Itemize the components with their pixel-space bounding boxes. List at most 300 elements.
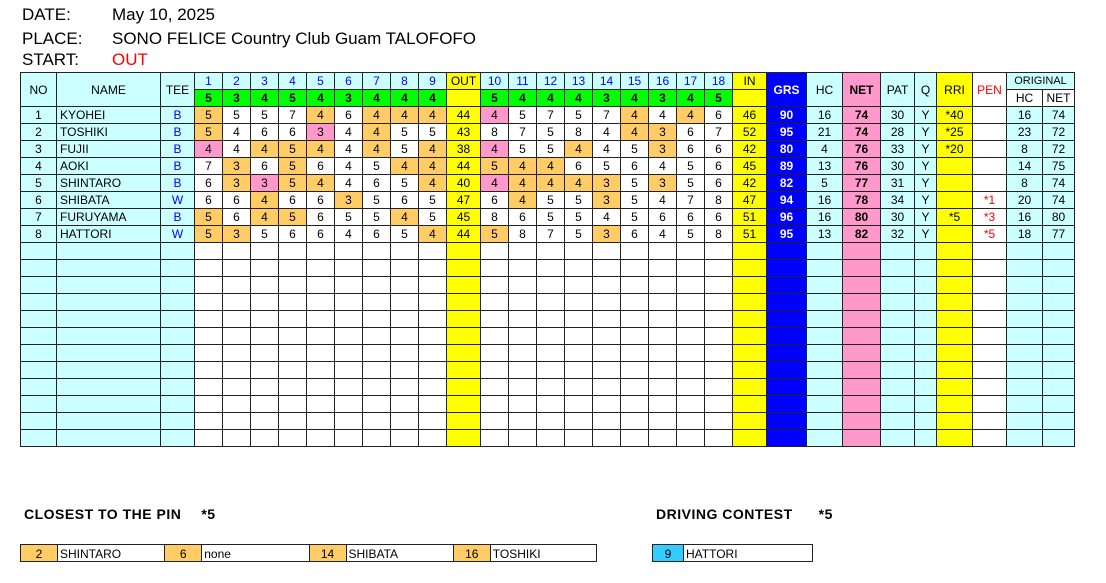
- player-hole-score: 5: [537, 124, 565, 141]
- player-hole-score: 5: [251, 107, 279, 124]
- empty-cell: [21, 311, 57, 328]
- player-hole-score: 4: [509, 192, 537, 209]
- empty-cell: [733, 243, 767, 260]
- player-hc: 4: [807, 141, 843, 158]
- date-value: May 10, 2025: [112, 5, 216, 24]
- player-rri: *5: [937, 209, 973, 226]
- player-tee: B: [161, 158, 195, 175]
- player-half-total: 51: [733, 226, 767, 243]
- empty-cell: [881, 413, 915, 430]
- empty-cell: [705, 362, 733, 379]
- player-hole-score: 4: [307, 107, 335, 124]
- empty-cell: [843, 311, 881, 328]
- player-hole-score: 5: [419, 209, 447, 226]
- player-hole-score: 4: [223, 141, 251, 158]
- ctp-entry: [164, 545, 308, 561]
- empty-cell: [705, 396, 733, 413]
- col-header-hole: 17: [677, 73, 705, 90]
- empty-cell: [807, 413, 843, 430]
- empty-cell: [705, 277, 733, 294]
- ctp-entry: [453, 545, 596, 561]
- empty-cell: [161, 277, 195, 294]
- player-pen: [973, 107, 1007, 124]
- col-header-total: IN: [733, 73, 767, 90]
- empty-cell: [21, 260, 57, 277]
- empty-cell: [807, 362, 843, 379]
- player-orig-net: 77: [1043, 226, 1075, 243]
- empty-cell: [843, 294, 881, 311]
- empty-cell: [1043, 362, 1075, 379]
- empty-cell: [1043, 345, 1075, 362]
- player-hc: 16: [807, 192, 843, 209]
- player-hole-score: 8: [705, 192, 733, 209]
- player-hole-score: 3: [593, 226, 621, 243]
- player-hole-score: 6: [307, 209, 335, 226]
- empty-cell: [973, 243, 1007, 260]
- place-line: [22, 29, 476, 49]
- empty-cell: [677, 396, 705, 413]
- par-cell: 4: [307, 90, 335, 107]
- empty-cell: [419, 362, 447, 379]
- player-net: 76: [843, 141, 881, 158]
- empty-cell: [843, 362, 881, 379]
- empty-cell: [509, 243, 537, 260]
- empty-cell: [705, 430, 733, 447]
- player-hc: 5: [807, 175, 843, 192]
- player-hole-score: 6: [195, 175, 223, 192]
- player-pat: 30: [881, 209, 915, 226]
- driving-contest-count: *5: [818, 506, 833, 522]
- player-hole-score: 4: [509, 158, 537, 175]
- closest-to-pin-list: [20, 544, 597, 562]
- empty-cell: [391, 243, 419, 260]
- empty-cell: [223, 328, 251, 345]
- driving-contest-heading: [656, 506, 833, 522]
- player-hole-score: 4: [621, 107, 649, 124]
- empty-cell: [195, 430, 223, 447]
- empty-cell: [57, 396, 161, 413]
- empty-cell: [1007, 413, 1043, 430]
- empty-cell: [621, 277, 649, 294]
- empty-row: [21, 260, 1075, 277]
- empty-cell: [307, 413, 335, 430]
- empty-cell: [973, 430, 1007, 447]
- empty-cell: [419, 379, 447, 396]
- player-hole-score: 3: [649, 141, 677, 158]
- player-rri: [937, 158, 973, 175]
- empty-cell: [363, 396, 391, 413]
- player-hole-score: 5: [677, 175, 705, 192]
- player-hole-score: 6: [565, 158, 593, 175]
- player-name: TOSHIKI: [57, 124, 161, 141]
- player-hole-score: 5: [279, 175, 307, 192]
- col-header-pen: PEN: [973, 73, 1007, 107]
- player-hole-score: 6: [363, 226, 391, 243]
- player-row: [21, 107, 1075, 124]
- empty-cell: [767, 260, 807, 277]
- empty-cell: [447, 260, 481, 277]
- player-orig-hc: 16: [1007, 107, 1043, 124]
- empty-cell: [509, 362, 537, 379]
- empty-cell: [733, 379, 767, 396]
- player-hole-score: 5: [391, 175, 419, 192]
- player-hole-score: 7: [593, 107, 621, 124]
- player-pat: 28: [881, 124, 915, 141]
- empty-cell: [937, 396, 973, 413]
- empty-cell: [1007, 277, 1043, 294]
- player-hole-score: 5: [391, 226, 419, 243]
- empty-cell: [251, 413, 279, 430]
- empty-cell: [195, 260, 223, 277]
- player-hole-score: 5: [565, 192, 593, 209]
- empty-cell: [307, 328, 335, 345]
- empty-cell: [937, 243, 973, 260]
- player-hole-score: 4: [565, 175, 593, 192]
- player-hole-score: 6: [705, 141, 733, 158]
- empty-cell: [335, 430, 363, 447]
- empty-cell: [937, 362, 973, 379]
- player-hole-score: 5: [391, 124, 419, 141]
- player-hc: 13: [807, 158, 843, 175]
- empty-cell: [593, 379, 621, 396]
- player-hole-score: 6: [223, 209, 251, 226]
- player-hole-score: 6: [705, 158, 733, 175]
- empty-cell: [161, 294, 195, 311]
- empty-cell: [677, 260, 705, 277]
- col-header-rri: RRI: [937, 73, 973, 107]
- player-grs: 82: [767, 175, 807, 192]
- player-orig-net: 74: [1043, 107, 1075, 124]
- par-cell: 4: [509, 90, 537, 107]
- player-hole-score: 6: [307, 192, 335, 209]
- player-hole-score: 8: [565, 124, 593, 141]
- empty-cell: [881, 243, 915, 260]
- player-tee: W: [161, 192, 195, 209]
- player-hole-score: 4: [307, 141, 335, 158]
- empty-cell: [161, 243, 195, 260]
- empty-cell: [1043, 379, 1075, 396]
- empty-cell: [251, 243, 279, 260]
- empty-cell: [973, 362, 1007, 379]
- player-orig-hc: 18: [1007, 226, 1043, 243]
- empty-cell: [195, 396, 223, 413]
- empty-cell: [705, 379, 733, 396]
- player-hole-score: 5: [565, 226, 593, 243]
- player-tee: B: [161, 124, 195, 141]
- empty-cell: [973, 345, 1007, 362]
- empty-cell: [537, 413, 565, 430]
- player-hole-score: 6: [195, 192, 223, 209]
- empty-cell: [915, 396, 937, 413]
- player-net: 78: [843, 192, 881, 209]
- player-hole-score: 4: [481, 175, 509, 192]
- empty-cell: [537, 260, 565, 277]
- empty-cell: [161, 260, 195, 277]
- empty-cell: [881, 328, 915, 345]
- par-cell: 4: [621, 90, 649, 107]
- player-hc: 16: [807, 209, 843, 226]
- empty-cell: [195, 277, 223, 294]
- player-hole-score: 4: [335, 141, 363, 158]
- empty-cell: [915, 260, 937, 277]
- empty-cell: [565, 311, 593, 328]
- empty-cell: [279, 430, 307, 447]
- player-hole-score: 6: [251, 124, 279, 141]
- player-half-total: 43: [447, 124, 481, 141]
- player-rri: [937, 226, 973, 243]
- player-row: [21, 209, 1075, 226]
- empty-cell: [915, 294, 937, 311]
- player-hole-score: 4: [251, 141, 279, 158]
- empty-cell: [251, 311, 279, 328]
- player-q: Y: [915, 107, 937, 124]
- player-hole-score: 6: [621, 226, 649, 243]
- col-header-hole: 15: [621, 73, 649, 90]
- player-half-total: 42: [733, 141, 767, 158]
- empty-cell: [21, 413, 57, 430]
- empty-cell: [881, 311, 915, 328]
- ctp-name: TOSHIKI: [492, 547, 541, 561]
- empty-cell: [705, 413, 733, 430]
- col-header-hole: 9: [419, 73, 447, 90]
- empty-cell: [1007, 430, 1043, 447]
- col-header-hole: 6: [335, 73, 363, 90]
- player-q: Y: [915, 209, 937, 226]
- player-hole-score: 4: [391, 209, 419, 226]
- empty-row: [21, 328, 1075, 345]
- col-header-hole: 10: [481, 73, 509, 90]
- empty-cell: [195, 311, 223, 328]
- player-row: [21, 158, 1075, 175]
- player-half-total: 45: [733, 158, 767, 175]
- player-q: Y: [915, 175, 937, 192]
- empty-cell: [973, 379, 1007, 396]
- empty-cell: [391, 277, 419, 294]
- empty-cell: [649, 345, 677, 362]
- player-hole-score: 5: [621, 192, 649, 209]
- empty-cell: [843, 260, 881, 277]
- player-hole-score: 5: [279, 141, 307, 158]
- ctp-hole: 6: [165, 545, 202, 561]
- empty-cell: [807, 243, 843, 260]
- player-half-total: 47: [447, 192, 481, 209]
- player-net: 77: [843, 175, 881, 192]
- player-hole-score: 4: [419, 141, 447, 158]
- player-hole-score: 5: [363, 192, 391, 209]
- empty-cell: [447, 294, 481, 311]
- player-row: [21, 124, 1075, 141]
- player-half-total: 42: [733, 175, 767, 192]
- empty-cell: [593, 243, 621, 260]
- empty-cell: [279, 243, 307, 260]
- player-hole-score: 5: [363, 209, 391, 226]
- empty-cell: [767, 396, 807, 413]
- player-orig-hc: 8: [1007, 175, 1043, 192]
- empty-cell: [279, 260, 307, 277]
- empty-cell: [223, 277, 251, 294]
- player-no: 4: [21, 158, 57, 175]
- par-cell: 4: [419, 90, 447, 107]
- player-q: Y: [915, 226, 937, 243]
- empty-cell: [843, 379, 881, 396]
- empty-cell: [57, 294, 161, 311]
- player-hole-score: 5: [537, 192, 565, 209]
- empty-cell: [537, 396, 565, 413]
- player-hole-score: 4: [251, 209, 279, 226]
- empty-cell: [509, 260, 537, 277]
- player-hole-score: 4: [649, 158, 677, 175]
- player-hole-score: 7: [279, 107, 307, 124]
- empty-cell: [419, 413, 447, 430]
- par-cell: 4: [363, 90, 391, 107]
- par-cell: 5: [481, 90, 509, 107]
- player-tee: B: [161, 209, 195, 226]
- player-net: 74: [843, 107, 881, 124]
- player-hole-score: 3: [593, 175, 621, 192]
- empty-cell: [391, 294, 419, 311]
- col-header-pat: PAT: [881, 73, 915, 107]
- empty-cell: [807, 260, 843, 277]
- empty-cell: [537, 294, 565, 311]
- closest-to-pin-count: *5: [201, 506, 216, 522]
- empty-cell: [767, 328, 807, 345]
- player-hole-score: 5: [621, 209, 649, 226]
- empty-cell: [21, 362, 57, 379]
- player-half-total: 51: [733, 209, 767, 226]
- player-pat: 34: [881, 192, 915, 209]
- empty-cell: [621, 294, 649, 311]
- col-header-hole: 7: [363, 73, 391, 90]
- empty-row: [21, 379, 1075, 396]
- dc-hole: 9: [653, 545, 684, 561]
- empty-cell: [565, 379, 593, 396]
- empty-cell: [335, 345, 363, 362]
- empty-cell: [481, 345, 509, 362]
- empty-cell: [621, 362, 649, 379]
- empty-cell: [481, 243, 509, 260]
- empty-cell: [391, 396, 419, 413]
- empty-cell: [973, 311, 1007, 328]
- player-grs: 90: [767, 107, 807, 124]
- player-orig-net: 74: [1043, 192, 1075, 209]
- empty-row: [21, 362, 1075, 379]
- par-cell: 4: [251, 90, 279, 107]
- empty-cell: [195, 413, 223, 430]
- empty-cell: [481, 379, 509, 396]
- empty-cell: [21, 430, 57, 447]
- empty-cell: [21, 379, 57, 396]
- empty-cell: [937, 345, 973, 362]
- place-value: SONO FELICE Country Club Guam TALOFOFO: [112, 29, 477, 48]
- player-hole-score: 7: [195, 158, 223, 175]
- empty-cell: [565, 277, 593, 294]
- player-hole-score: 5: [195, 124, 223, 141]
- empty-cell: [537, 277, 565, 294]
- empty-cell: [593, 430, 621, 447]
- empty-cell: [937, 311, 973, 328]
- player-hole-score: 5: [509, 107, 537, 124]
- empty-cell: [915, 328, 937, 345]
- empty-cell: [705, 311, 733, 328]
- empty-cell: [335, 311, 363, 328]
- player-hole-score: 7: [677, 192, 705, 209]
- player-tee: B: [161, 107, 195, 124]
- empty-cell: [677, 430, 705, 447]
- empty-cell: [21, 294, 57, 311]
- empty-row: [21, 413, 1075, 430]
- player-no: 2: [21, 124, 57, 141]
- empty-cell: [21, 345, 57, 362]
- empty-cell: [307, 277, 335, 294]
- empty-cell: [419, 294, 447, 311]
- player-orig-net: 80: [1043, 209, 1075, 226]
- empty-cell: [621, 260, 649, 277]
- player-rri: [937, 192, 973, 209]
- player-hole-score: 5: [677, 226, 705, 243]
- empty-cell: [195, 379, 223, 396]
- par-cell: 3: [335, 90, 363, 107]
- player-hole-score: 6: [223, 192, 251, 209]
- player-hole-score: 6: [677, 124, 705, 141]
- player-hole-score: 7: [705, 124, 733, 141]
- player-row: [21, 141, 1075, 158]
- empty-cell: [973, 294, 1007, 311]
- empty-cell: [767, 362, 807, 379]
- par-total: [733, 90, 767, 107]
- empty-cell: [307, 379, 335, 396]
- empty-cell: [447, 430, 481, 447]
- player-hole-score: 4: [335, 226, 363, 243]
- empty-cell: [677, 277, 705, 294]
- empty-cell: [307, 362, 335, 379]
- player-half-total: 46: [733, 107, 767, 124]
- player-pen: *3: [973, 209, 1007, 226]
- player-grs: 95: [767, 124, 807, 141]
- empty-cell: [649, 430, 677, 447]
- scorecard-table: [20, 72, 1075, 447]
- empty-cell: [1007, 396, 1043, 413]
- empty-cell: [223, 311, 251, 328]
- empty-cell: [363, 243, 391, 260]
- header-row: [21, 73, 1075, 90]
- empty-cell: [733, 294, 767, 311]
- empty-cell: [937, 260, 973, 277]
- player-hole-score: 5: [419, 192, 447, 209]
- empty-cell: [937, 379, 973, 396]
- empty-cell: [363, 379, 391, 396]
- player-hole-score: 5: [537, 209, 565, 226]
- empty-cell: [767, 277, 807, 294]
- empty-cell: [223, 243, 251, 260]
- player-orig-net: 75: [1043, 158, 1075, 175]
- empty-cell: [57, 328, 161, 345]
- par-cell: 5: [279, 90, 307, 107]
- empty-row: [21, 294, 1075, 311]
- ctp-entry: [309, 545, 453, 561]
- player-hole-score: 3: [649, 124, 677, 141]
- player-pat: 33: [881, 141, 915, 158]
- empty-cell: [565, 345, 593, 362]
- date-line: [22, 5, 215, 25]
- empty-cell: [733, 345, 767, 362]
- player-grs: 95: [767, 226, 807, 243]
- player-q: Y: [915, 158, 937, 175]
- empty-cell: [915, 277, 937, 294]
- empty-cell: [621, 396, 649, 413]
- empty-cell: [705, 260, 733, 277]
- dc-name: HATTORI: [686, 547, 738, 561]
- empty-cell: [915, 311, 937, 328]
